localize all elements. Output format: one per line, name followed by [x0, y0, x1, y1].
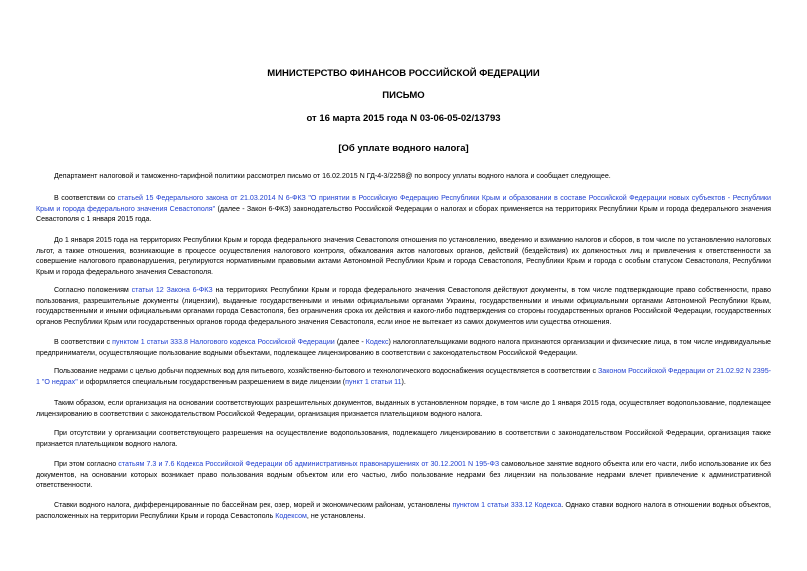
paragraph-9	[36, 459, 771, 491]
paragraph-4-text-a: Согласно положениям	[54, 286, 132, 294]
document-type: ПИСЬМО	[382, 90, 425, 101]
paragraph-10	[36, 500, 771, 521]
paragraph-7-text: Таким образом, если организация на основании соответствующих разрешительных документов, выданных в установленном порядке, в том числе до 1 января 2015 года, осуществляет водопользование, подлежащее лицензированию в соответствии с законодательством Российской Федерации, организация признается плательщиком водного налога.	[36, 399, 771, 418]
paragraph-10-text-c: , не установлены.	[306, 511, 366, 520]
link-article-11-point-1[interactable]: пункт 1 статьи 11	[345, 377, 402, 386]
paragraph-3	[36, 235, 771, 277]
paragraph-1	[36, 171, 771, 182]
paragraph-8	[36, 428, 771, 449]
link-tax-code-333-12[interactable]: пунктом 1 статьи 333.12 Кодекса	[452, 501, 562, 509]
paragraph-5-text-a: В соответствии с	[54, 338, 113, 346]
paragraph-5-text-c: ) налогоплательщиками водного налога признаются организации и физические лица, в том числе индивидуальные предприниматели, осуществляющие пользование водными объектами, подлежащее лицензированию в соответствии с законодательством Российской Федерации.	[36, 338, 771, 357]
link-tax-code[interactable]: Кодекс	[365, 338, 389, 346]
paragraph-6-text-a: Пользование недрами с целью добычи подземных вод для питьевого, хозяйственно-бытового и технологического водоснабжения осуществляется в соответствии с	[54, 367, 598, 375]
paragraph-2	[36, 193, 771, 225]
link-admin-code-7-3-7-6[interactable]: статьям 7.3 и 7.6 Кодекса Российской Федерации об административных правонарушениях от 30.12.2001 N 195-ФЗ	[118, 460, 500, 468]
paragraph-5	[36, 337, 771, 358]
link-tax-code-2[interactable]: Кодексом	[275, 511, 307, 520]
paragraph-7	[36, 398, 771, 419]
paragraph-2-text-b: (далее - Закон 6-ФКЗ) законодательство Российской Федерации о налогах и сборах применяется на территориях Республики Крым и города федерального значения Севастополя с 1 января 2015 года.	[36, 204, 771, 224]
paragraph-6-text-b: и оформляется специальным государственным разрешением в виде лицензии (	[77, 377, 346, 386]
link-law-6-fkz-article-15[interactable]: статьей 15 Федерального закона от 21.03.2014 N 6-ФКЗ "О принятии в Российскую Федерацию Республики Крым и образовании в составе Российской Федерации новых субъектов - Республики Крым и города федерального значения Севастополя"	[36, 194, 771, 213]
link-law-6-fkz-article-12[interactable]: статьи 12 Закона 6-ФКЗ	[131, 286, 213, 294]
paragraph-3-text: До 1 января 2015 года на территориях Республики Крым и города федерального значения Севастополя отношения по установлению, введению и взиманию налогов и сборов, в том числе по установлению налоговых льгот, а также отношения, возникающие в процессе осуществления налогового контроля, обжалования актов налоговых органов, действий (бездействия) их должностных лиц и привлечения к ответственности за совершение налогового правонарушения, регулируются нормативными правовыми актами Автономной Республики Крым и города Севастополя, Республики Крым и города с особым статусом Севастополя, Республики Крым и города федерального значения Севастополя.	[36, 236, 771, 276]
paragraph-6	[36, 366, 771, 387]
paragraph-9-text-b: самовольное занятие водного объекта или его части, либо использование их без документов, на основании которых возникает право пользования водным объектом или его частью, либо пользование недрами без лицензии на пользование недрами влечет привлечение к административной ответственности.	[36, 460, 771, 490]
link-law-on-subsoil[interactable]: Законом Российской Федерации от 21.02.92 N 2395-1 "О недрах"	[36, 367, 772, 386]
paragraph-10-text-b: . Однако ставки водного налога в отношении водных объектов, расположенных на территории Республики Крым и города Севастополь	[36, 501, 771, 520]
ministry-title: МИНИСТЕРСТВО ФИНАНСОВ РОССИЙСКОЙ ФЕДЕРАЦИИ	[267, 68, 540, 79]
paragraph-9-text-a: При этом согласно	[54, 460, 119, 468]
paragraph-4	[36, 285, 771, 327]
paragraph-2-text-a: В соответствии со	[54, 194, 118, 202]
document-date-number: от 16 марта 2015 года N 03-06-05-02/13793	[306, 113, 501, 124]
link-tax-code-333-8[interactable]: пунктом 1 статьи 333.8 Налогового кодекса Российской Федерации	[112, 338, 335, 346]
paragraph-1-text: Департамент налоговой и таможенно-тарифной политики рассмотрел письмо от 16.02.2015 N ГД-4-3/2258@ по вопросу уплаты водного налога и сообщает следующее.	[54, 172, 611, 180]
paragraph-8-text: При отсутствии у организации соответствующего разрешения на осуществление водопользования, подлежащего лицензированию в соответствии с законодательством Российской Федерации, организация также признается плательщиком водного налога.	[36, 429, 771, 448]
paragraph-6-text-c: ).	[401, 377, 406, 386]
paragraph-10-text-a: Ставки водного налога, дифференцированные по бассейнам рек, озер, морей и экономическим районам, установлены	[54, 501, 453, 509]
document-subject: [Об уплате водного налога]	[338, 143, 469, 154]
paragraph-5-text-b: (далее -	[334, 338, 366, 346]
paragraph-4-text-b: на территориях Республики Крым и города федерального значения Севастополя действуют документы, в том числе подтверждающие право собственности, право пользования, разрешительные документы (лицензии), выданные государственными и иными официальными органами Украины, государственными и иными официальными органами Автономной Республики Крым, государственными и иными официальными органами города Севастополя, без ограничения срока их действия и какого-либо подтверждения со стороны государственных органов Российской Федерации, государственных органов Республики Крым или государственных органов города федерального значения Севастополя, если иное не вытекает из самих документов или существа отношения.	[36, 286, 771, 326]
